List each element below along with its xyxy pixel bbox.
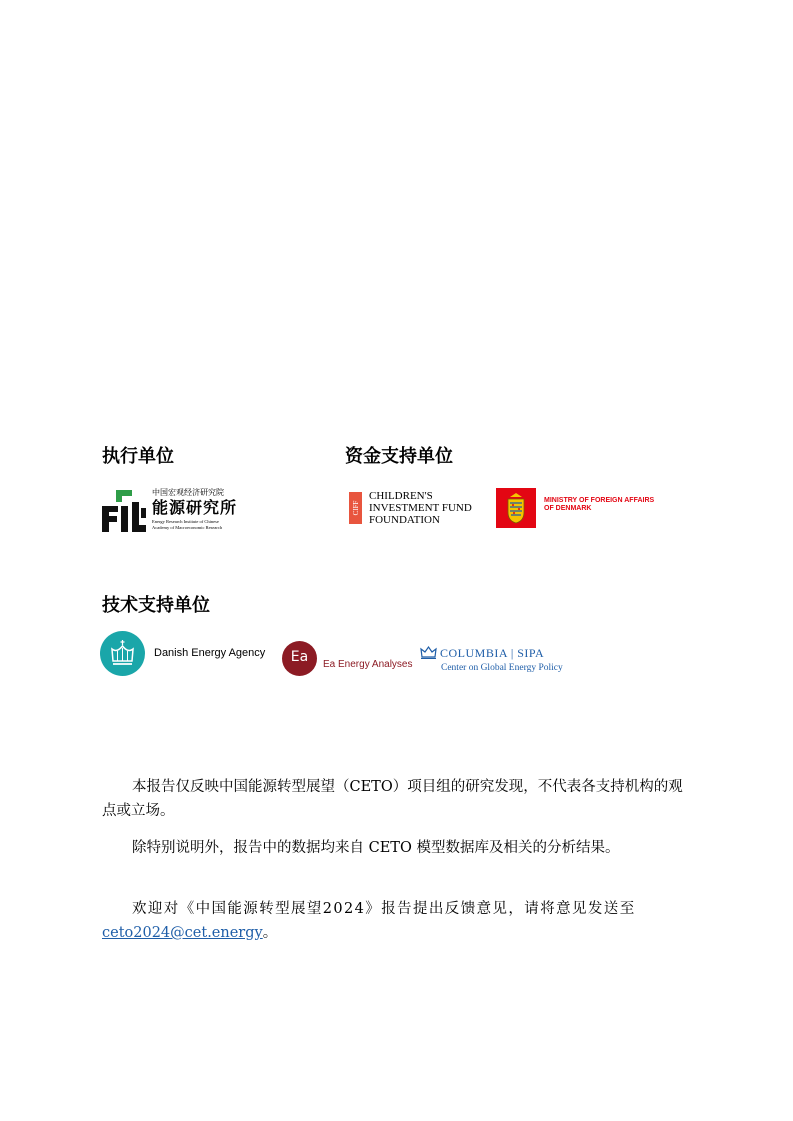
- ea-energy-analyses-logo: [282, 641, 414, 677]
- feedback-email-link[interactable]: ceto2024@cet.energy: [102, 925, 263, 941]
- ciff-badge: [349, 492, 362, 524]
- ea-badge-text: Ea: [290, 649, 309, 665]
- ea-energy-analyses-name: Ea Energy Analyses: [323, 659, 413, 670]
- ciff-line-3: FOUNDATION: [369, 514, 440, 526]
- eri-emblem-icon: [102, 488, 146, 532]
- eri-chinese-subtitle: 中国宏观经济研究院: [152, 488, 224, 497]
- danish-energy-agency-name: Danish Energy Agency: [154, 647, 266, 659]
- feedback-end-punct: 。: [262, 925, 278, 941]
- mfa-denmark-logo: [496, 488, 666, 528]
- feedback-text: 欢迎对《中国能源转型展望2024》报告提出反馈意见，请将意见发送至: [132, 901, 636, 917]
- funding-unit-heading: 资金支持单位: [345, 446, 453, 467]
- denmark-crest-icon: [496, 488, 536, 528]
- ciff-badge-text: CIFF: [351, 500, 360, 516]
- technical-unit-heading: 技术支持单位: [102, 595, 210, 616]
- columbia-sipa-logo: [420, 642, 570, 678]
- eri-english-name-1: Energy Research Institute of Chinese: [152, 519, 219, 524]
- columbia-crown-icon: [420, 645, 437, 659]
- ciff-line-2: INVESTMENT FUND: [369, 502, 472, 514]
- executing-unit-heading: 执行单位: [102, 446, 174, 467]
- disclaimer-paragraph: 本报告仅反映中国能源转型展望（CETO）项目组的研究发现，不代表各支持机构的观点或立场。: [102, 779, 683, 819]
- mfa-line-2: OF DENMARK: [544, 505, 592, 512]
- mfa-line-1: MINISTRY OF FOREIGN AFFAIRS: [544, 497, 655, 504]
- eri-english-name-2: Academy of Macroeconomic Research: [152, 525, 223, 530]
- crown-icon: [100, 631, 145, 676]
- columbia-center-name: Center on Global Energy Policy: [441, 663, 563, 673]
- eri-logo: [102, 488, 242, 532]
- columbia-sipa-name: COLUMBIA | SIPA: [440, 646, 545, 660]
- danish-energy-agency-logo: [100, 631, 270, 677]
- eri-chinese-name: 能源研究所: [152, 498, 238, 517]
- feedback-email-line: [102, 921, 690, 945]
- ciff-line-1: CHILDREN'S: [369, 490, 433, 502]
- ciff-logo: [349, 490, 489, 526]
- data-source-paragraph: 除特别说明外，报告中的数据均来自 CETO 模型数据库及相关的分析结果。: [132, 840, 620, 856]
- ea-badge-icon: [282, 641, 317, 676]
- feedback-paragraph: [102, 897, 690, 921]
